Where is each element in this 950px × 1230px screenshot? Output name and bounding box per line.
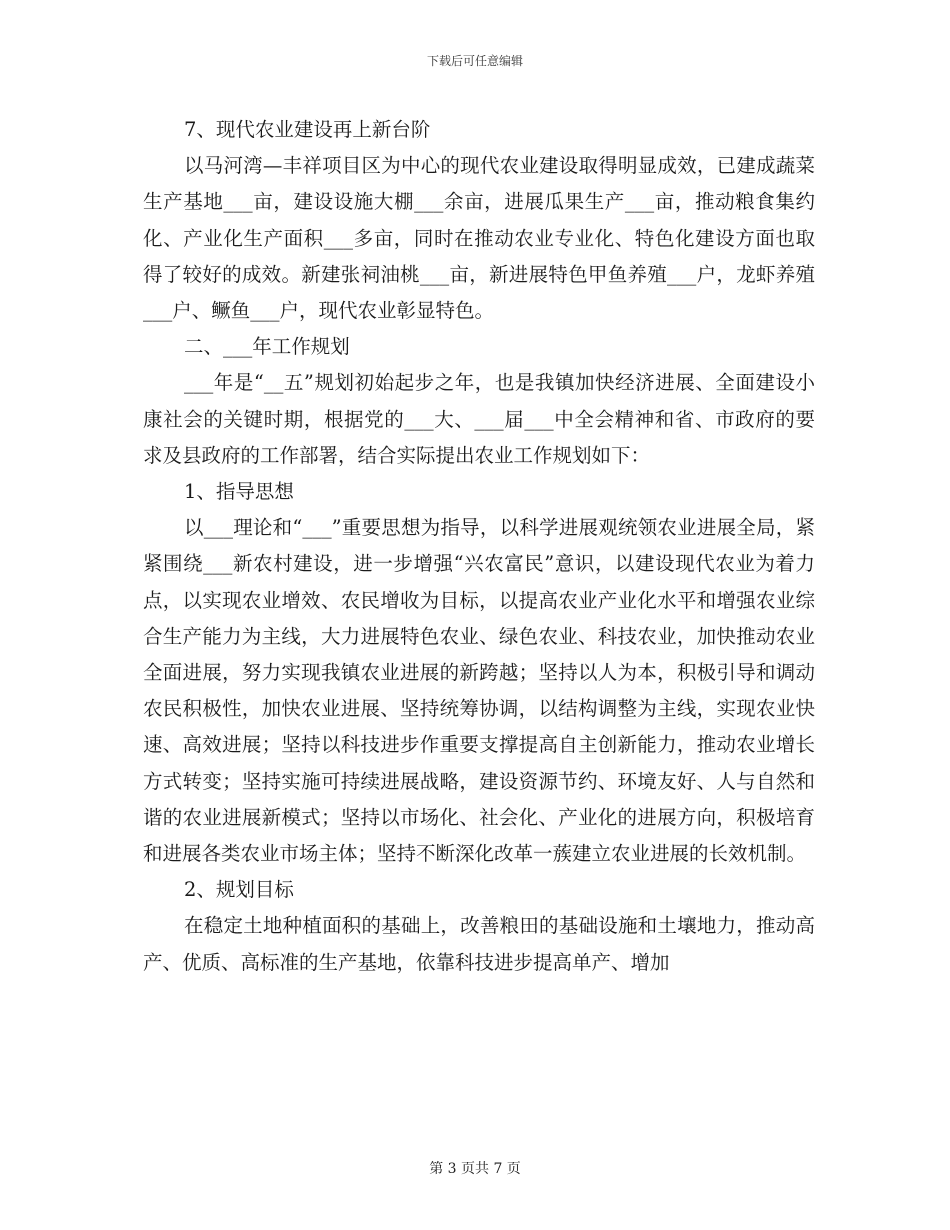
paragraph-modern-agriculture-results: 以马河湾—丰祥项目区为中心的现代农业建设取得明显成效，已建成蔬菜生产基地___亩，建设设施大棚___余亩，进展瓜果生产___亩，推动粮食集约化、产业化生产面积___多亩，同时在推动农业专业化、特色化建设方面也取得了较好的成效。新建张祠油桃___亩，新进展特色甲鱼养殖___户，龙虾养殖___户、鳜鱼___户，现代农业彰显特色。 [143, 154, 815, 323]
section-heading-modern-agriculture: 7、现代农业建设再上新台阶 [184, 118, 431, 141]
paragraph-work-plan-intro: ___年是“__五”规划初始起步之年，也是我镇加快经济进展、全面建设小康社会的关键时期，根据党的___大、___届___中全会精神和省、市政府的要求及县政府的工作部署，结合实际提出农业工作规划如下： [143, 371, 815, 467]
section-heading-planning-goals: 2、规划目标 [184, 878, 294, 902]
section-heading-work-plan: 二、___年工作规划 [184, 335, 350, 359]
paragraph-guiding-ideology: 以___理论和“___”重要思想为指导，以科学进展观统领农业进展全局，紧紧围绕___新农村建设，进一步增强“兴农富民”意识，以建设现代农业为着力点，以实现农业增效、农民增收为目标，以提高农业产业化水平和增强农业综合生产能力为主线，大力进展特色农业、绿色农业、科技农业，加快推动农业全面进展，努力实现我镇农业进展的新跨越；坚持以人为本，积极引导和调动农民积极性，加快农业进展、坚持统筹协调，以结构调整为主线，实现农业快速、高效进展；坚持以科技进步作重要支撑提高自主创新能力，推动农业增长方式转变；坚持实施可持续进展战略，建设资源节约、环境友好、人与自然和谐的农业进展新模式；坚持以市场化、社会化、产业化的进展方向，积极培育和进展各类农业市场主体；坚持不断深化改革一蔟建立农业进展的长效机制。 [143, 516, 815, 866]
page-number-footer: 第 3 页共 7 页 [429, 1161, 521, 1177]
page-header-note: 下载后可任意编辑 [426, 54, 523, 68]
paragraph-planning-goals: 在稳定土地种植面积的基础上，改善粮田的基础设施和土壤地力，推动高产、优质、高标准的生产基地，依靠科技进步提高单产、增加 [143, 914, 815, 974]
section-heading-guiding-ideology: 1、指导思想 [184, 480, 294, 504]
document-body [143, 112, 815, 981]
